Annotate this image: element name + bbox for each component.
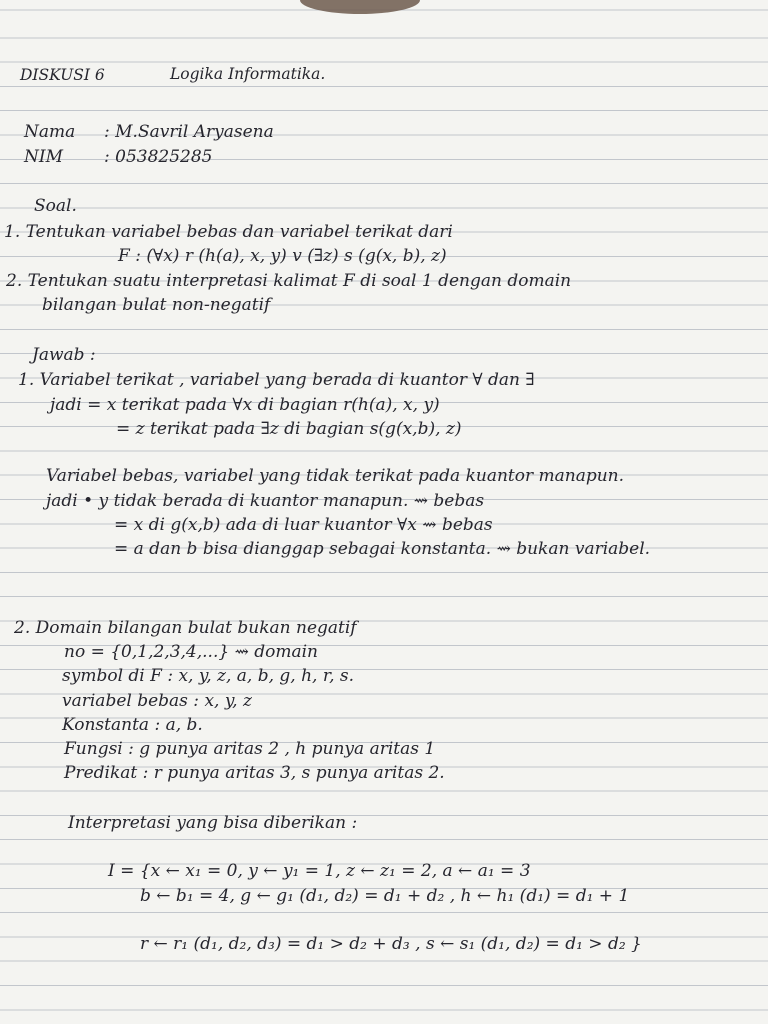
jawab-heading: Jawab : <box>32 345 96 365</box>
jawab-a1-line7: = a dan b bisa dianggap sebagai konstanta. ⇝ bukan variabel. <box>114 539 651 559</box>
nama-label: Nama <box>24 122 76 142</box>
jawab-a2-line2: no = {0,1,2,3,4,...} ⇝ domain <box>64 642 318 662</box>
jawab-a2-line4: variabel bebas : x, y, z <box>62 691 252 711</box>
soal-q2-line2: bilangan bulat non-negatif <box>42 295 271 315</box>
interpretation-line1: I = {x ← x₁ = 0, y ← y₁ = 1, z ← z₁ = 2, a ← a₁ = 3 <box>108 861 531 881</box>
header-course: Logika Informatika. <box>170 65 326 83</box>
jawab-a1-line1: 1. Variabel terikat , variabel yang berada di kuantor ∀ dan ∃ <box>18 370 535 390</box>
jawab-a1-line2: jadi = x terikat pada ∀x di bagian r(h(a), x, y) <box>50 395 440 415</box>
nama-value: : M.Savril Aryasena <box>104 122 274 142</box>
jawab-a2-line6: Fungsi : g punya aritas 2 , h punya aritas 1 <box>64 739 436 759</box>
nim-value: : 053825285 <box>104 147 213 167</box>
jawab-a1-line3: = z terikat pada ∃z di bagian s(g(x,b), z) <box>116 419 462 439</box>
jawab-a1-line6: = x di g(x,b) ada di luar kuantor ∀x ⇝ bebas <box>114 515 493 535</box>
jawab-a2-line5: Konstanta : a, b. <box>62 715 203 735</box>
soal-heading: Soal. <box>34 196 77 216</box>
interpretation-line3: r ← r₁ (d₁, d₂, d₃) = d₁ > d₂ + d₃ , s ← s₁ (d₁, d₂) = d₁ > d₂ } <box>140 934 642 954</box>
soal-q1-line1: 1. Tentukan variabel bebas dan variabel terikat dari <box>4 222 453 242</box>
nim-label: NIM <box>24 147 63 167</box>
jawab-a1-line4: Variabel bebas, variabel yang tidak terikat pada kuantor manapun. <box>46 466 625 486</box>
jawab-a2-line8: Interpretasi yang bisa diberikan : <box>68 813 358 833</box>
jawab-a2-line7: Predikat : r punya aritas 3, s punya aritas 2. <box>64 763 445 783</box>
jawab-a1-line5: jadi • y tidak berada di kuantor manapun. ⇝ bebas <box>46 491 485 511</box>
soal-q1-formula: F : (∀x) r (h(a), x, y) v (∃z) s (g(x, b), z) <box>118 246 447 266</box>
interpretation-line2: b ← b₁ = 4, g ← g₁ (d₁, d₂) = d₁ + d₂ , h ← h₁ (d₁) = d₁ + 1 <box>140 886 630 906</box>
header-diskusi: DISKUSI 6 <box>20 66 105 84</box>
soal-q2-line1: 2. Tentukan suatu interpretasi kalimat F di soal 1 dengan domain <box>6 271 572 291</box>
page-top-shadow <box>300 0 420 14</box>
jawab-a2-line1: 2. Domain bilangan bulat bukan negatif <box>14 618 357 638</box>
jawab-a2-line3: symbol di F : x, y, z, a, b, g, h, r, s. <box>62 666 355 686</box>
